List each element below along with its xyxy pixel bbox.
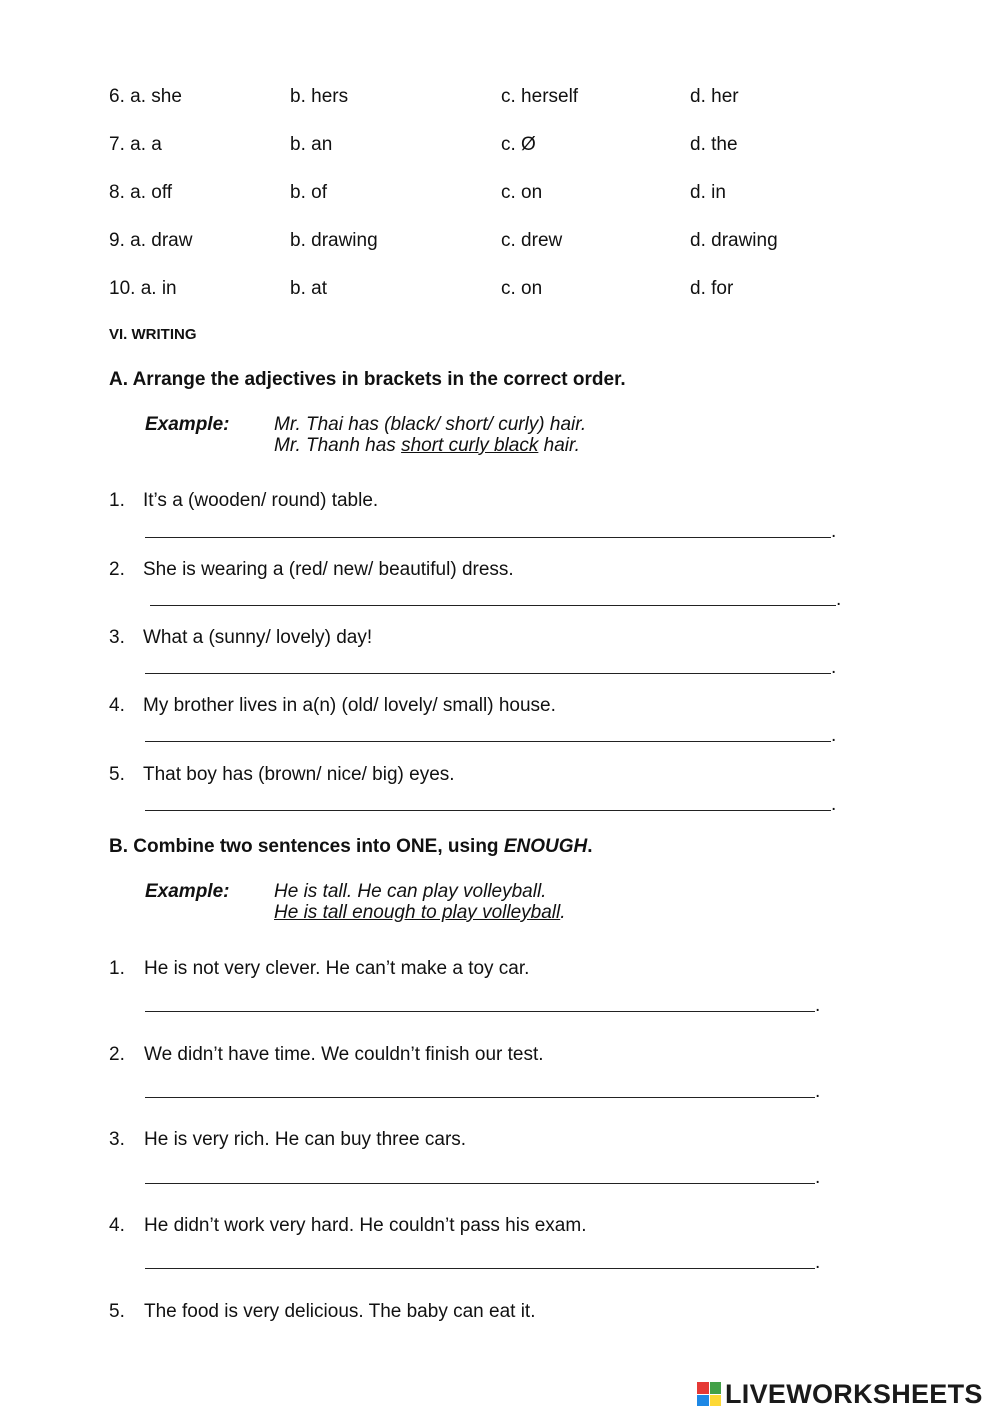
option-b: b. at bbox=[290, 278, 327, 299]
question-number: 5. bbox=[109, 1301, 125, 1322]
logo-text: LIVEWORKSHEETS bbox=[725, 1378, 983, 1409]
example-line-1: Mr. Thai has (black/ short/ curly) hair. bbox=[274, 414, 587, 435]
example-label: Example: bbox=[145, 881, 230, 902]
mc-question-10 bbox=[109, 278, 969, 304]
part-b-title-post: . bbox=[587, 836, 593, 857]
logo-square-yellow bbox=[710, 1395, 722, 1407]
part-a-answer-line-2[interactable] bbox=[150, 605, 836, 606]
option-d: d. in bbox=[690, 182, 726, 203]
part-b-title-pre: B. Combine two sentences into ONE, using bbox=[109, 836, 504, 857]
question-text: He didn’t work very hard. He couldn’t pass his exam. bbox=[144, 1215, 587, 1236]
option-a: 7. a. a bbox=[109, 134, 162, 155]
logo-square-blue bbox=[697, 1395, 709, 1407]
mc-question-9 bbox=[109, 230, 969, 256]
part-a-answer-line-1[interactable] bbox=[145, 537, 831, 538]
question-number: 4. bbox=[109, 1215, 125, 1236]
example-label: Example: bbox=[145, 414, 230, 435]
part-b-answer-line-2[interactable] bbox=[145, 1097, 815, 1098]
example-line-2 bbox=[274, 435, 580, 457]
example-line-2-pre: Mr. Thanh has bbox=[274, 435, 402, 456]
part-a-title: A. Arrange the adjectives in brackets in the correct order. bbox=[109, 369, 626, 390]
line-end-dot: . bbox=[815, 1252, 821, 1273]
option-a: 10. a. in bbox=[109, 278, 177, 299]
liveworksheets-logo bbox=[697, 1379, 983, 1409]
question-number: 2. bbox=[109, 1044, 125, 1065]
question-number: 3. bbox=[109, 627, 125, 648]
option-b: b. hers bbox=[290, 86, 349, 107]
question-number: 2. bbox=[109, 559, 125, 580]
question-number: 1. bbox=[109, 958, 125, 979]
line-end-dot: . bbox=[836, 589, 842, 610]
question-text: He is very rich. He can buy three cars. bbox=[144, 1129, 467, 1150]
example-answer-underlined: short curly black bbox=[401, 435, 539, 456]
example-answer-underlined: He is tall enough to play volleyball bbox=[274, 902, 561, 923]
line-end-dot: . bbox=[815, 1167, 821, 1188]
question-number: 4. bbox=[109, 695, 125, 716]
part-a-answer-line-4[interactable] bbox=[145, 741, 831, 742]
option-c: c. herself bbox=[501, 86, 579, 107]
line-end-dot: . bbox=[831, 725, 837, 746]
line-end-dot: . bbox=[815, 995, 821, 1016]
question-text: We didn’t have time. We couldn’t finish our test. bbox=[144, 1044, 544, 1065]
part-a-answer-line-5[interactable] bbox=[145, 810, 831, 811]
example-line-2-post: . bbox=[560, 902, 566, 923]
question-text: My brother lives in a(n) (old/ lovely/ small) house. bbox=[143, 695, 556, 716]
option-b: b. drawing bbox=[290, 230, 378, 251]
question-text: She is wearing a (red/ new/ beautiful) dress. bbox=[143, 559, 514, 580]
question-text: That boy has (brown/ nice/ big) eyes. bbox=[143, 764, 455, 785]
line-end-dot: . bbox=[815, 1081, 821, 1102]
mc-question-7 bbox=[109, 134, 969, 160]
option-a: 8. a. off bbox=[109, 182, 173, 203]
option-c: c. on bbox=[501, 278, 543, 299]
part-b-answer-line-4[interactable] bbox=[145, 1268, 815, 1269]
option-b: b. an bbox=[290, 134, 333, 155]
example-line-2 bbox=[274, 902, 566, 924]
question-number: 3. bbox=[109, 1129, 125, 1150]
logo-square-red bbox=[697, 1382, 709, 1394]
section-heading: VI. WRITING bbox=[109, 326, 197, 343]
line-end-dot: . bbox=[831, 657, 837, 678]
question-text: What a (sunny/ lovely) day! bbox=[143, 627, 373, 648]
example-line-1: He is tall. He can play volleyball. bbox=[274, 881, 547, 902]
part-b-answer-line-3[interactable] bbox=[145, 1183, 815, 1184]
option-a: 6. a. she bbox=[109, 86, 182, 107]
option-d: d. her bbox=[690, 86, 739, 107]
question-number: 5. bbox=[109, 764, 125, 785]
part-b-title-keyword: ENOUGH bbox=[503, 836, 588, 857]
option-a: 9. a. draw bbox=[109, 230, 193, 251]
option-c: c. on bbox=[501, 182, 543, 203]
question-number: 1. bbox=[109, 490, 125, 511]
option-c: c. Ø bbox=[501, 134, 536, 155]
line-end-dot: . bbox=[831, 521, 837, 542]
question-text: He is not very clever. He can’t make a toy car. bbox=[144, 958, 530, 979]
part-a-answer-line-3[interactable] bbox=[145, 673, 831, 674]
option-d: d. drawing bbox=[690, 230, 778, 251]
option-c: c. drew bbox=[501, 230, 563, 251]
mc-question-8 bbox=[109, 182, 969, 208]
part-b-title bbox=[109, 836, 593, 858]
example-line-2-post: hair. bbox=[538, 435, 580, 456]
question-text: It’s a (wooden/ round) table. bbox=[143, 490, 379, 511]
line-end-dot: . bbox=[831, 794, 837, 815]
mc-question-6 bbox=[109, 86, 969, 112]
question-text: The food is very delicious. The baby can eat it. bbox=[144, 1301, 536, 1322]
logo-square-green bbox=[710, 1382, 722, 1394]
option-d: d. for bbox=[690, 278, 734, 299]
part-b-answer-line-1[interactable] bbox=[145, 1011, 815, 1012]
option-d: d. the bbox=[690, 134, 738, 155]
logo-grid-icon bbox=[697, 1382, 721, 1406]
option-b: b. of bbox=[290, 182, 327, 203]
